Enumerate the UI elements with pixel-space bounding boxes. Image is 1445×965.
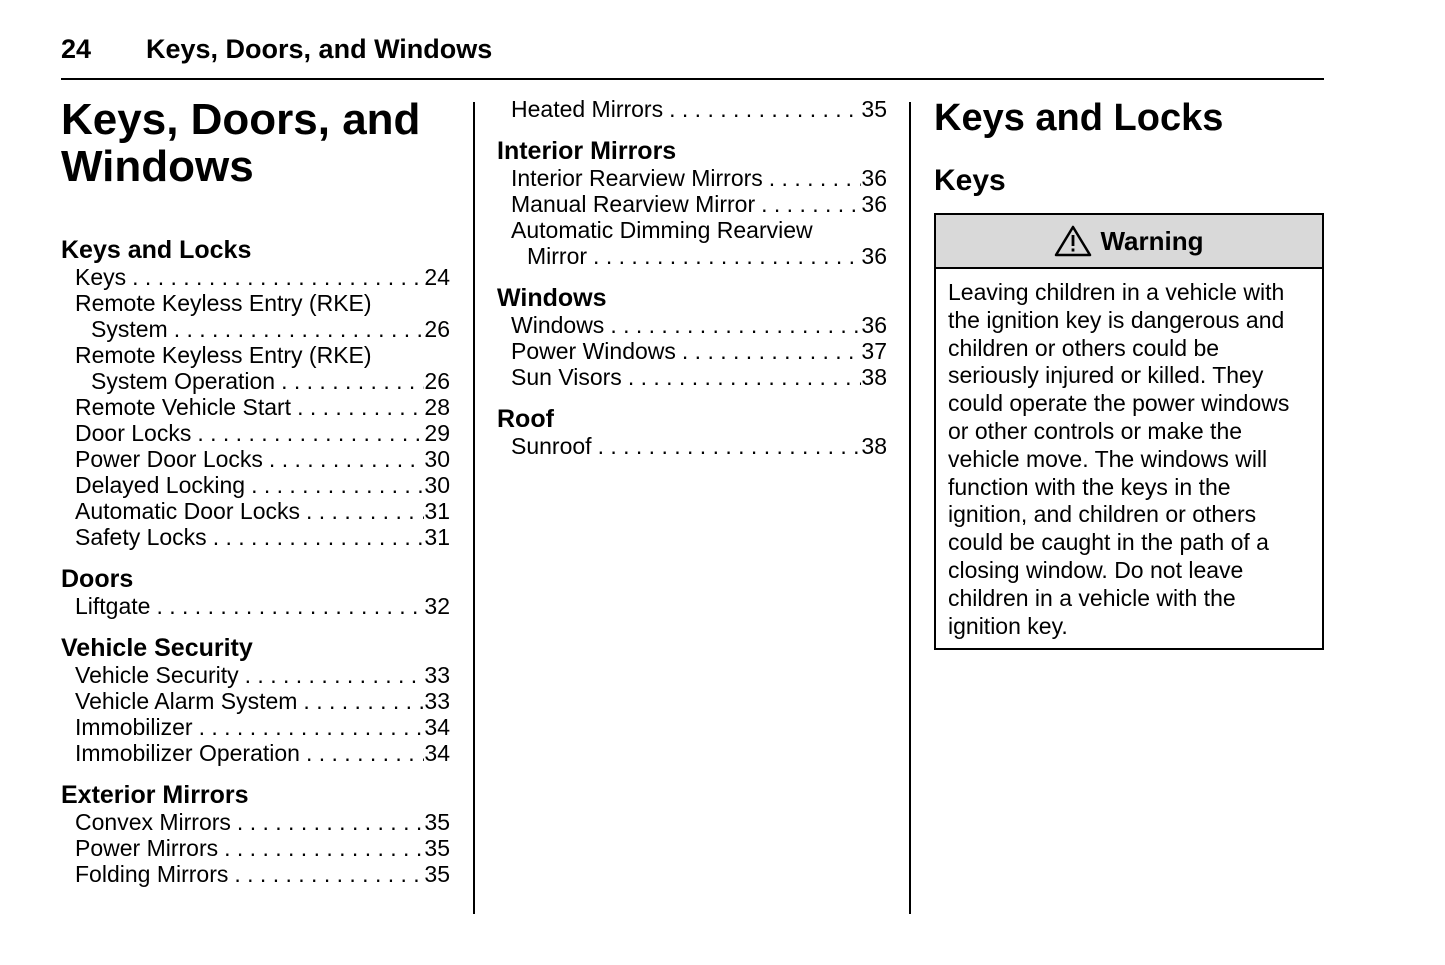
toc-entry-delayed-locking[interactable]: Delayed Locking . . . 30 <box>61 472 450 498</box>
toc-page-number: 35 <box>424 835 450 861</box>
toc-page-number: 37 <box>861 338 887 364</box>
toc-page-number: 33 <box>424 688 450 714</box>
toc-entry-windows[interactable]: Windows . . . 36 <box>497 312 887 338</box>
toc-entry-safety-locks[interactable]: Safety Locks . . . 31 <box>61 524 450 550</box>
warning-title: Warning <box>1100 225 1204 256</box>
toc-page-number: 26 <box>424 316 450 342</box>
toc-page-number: 35 <box>424 809 450 835</box>
section-title: Keys and Locks <box>934 97 1224 139</box>
toc-page-number: 36 <box>861 165 887 191</box>
toc-page-number: 34 <box>424 740 450 766</box>
toc-section-heading: Vehicle Security <box>61 634 253 662</box>
toc-entry-rke-system[interactable]: Remote Keyless Entry (RKE) System . . . 26 <box>61 290 450 342</box>
warning-header <box>936 215 1322 269</box>
chapter-title: Keys, Doors, and Windows <box>61 95 421 191</box>
toc-page-number: 30 <box>424 446 450 472</box>
toc-page-number: 35 <box>424 861 450 887</box>
toc-page-number: 30 <box>424 472 450 498</box>
toc-page-number: 26 <box>424 368 450 394</box>
toc-page-number: 36 <box>861 312 887 338</box>
toc-entry-alarm-system[interactable]: Vehicle Alarm System . . . 33 <box>61 688 450 714</box>
toc-entry-immobilizer[interactable]: Immobilizer . . . 34 <box>61 714 450 740</box>
subsection-title: Keys <box>934 164 1006 197</box>
column-divider <box>909 102 911 914</box>
toc-page-number: 31 <box>424 498 450 524</box>
toc-entry-auto-dimming[interactable]: Automatic Dimming Rearview Mirror . . . 36 <box>497 217 887 269</box>
toc-page-number: 33 <box>424 662 450 688</box>
warning-triangle-icon <box>1054 225 1092 257</box>
toc-entry-sun-visors[interactable]: Sun Visors . . . 38 <box>497 364 887 390</box>
toc-entry-sunroof[interactable]: Sunroof . . . 38 <box>497 433 887 459</box>
toc-section-heading: Interior Mirrors <box>497 137 677 165</box>
toc-page-number: 29 <box>424 420 450 446</box>
toc-entry-power-mirrors[interactable]: Power Mirrors . . . 35 <box>61 835 450 861</box>
running-title: Keys, Doors, and Windows <box>146 34 493 64</box>
warning-text: Leaving children in a vehicle with the ignition key is dangerous and children or others could be seriously injured or killed. They could operate the power windows or other controls or make the vehicle move. The windows will function with the keys in the ignition, and children or others could be caught in the path of a closing window. Do not leave children in a vehicle with the ignition key. <box>948 279 1290 639</box>
toc-entry-manual-rearview[interactable]: Manual Rearview Mirror . . . 36 <box>497 191 887 217</box>
toc-entry-rke-operation[interactable]: Remote Keyless Entry (RKE) System Operation . . . 26 <box>61 342 450 394</box>
toc-section-heading: Exterior Mirrors <box>61 781 249 809</box>
toc-page-number: 36 <box>861 243 887 269</box>
toc-page-number: 36 <box>861 191 887 217</box>
article-column <box>934 96 1324 650</box>
toc-page-number: 35 <box>861 96 887 122</box>
warning-box <box>934 213 1324 650</box>
toc-page-number: 38 <box>861 433 887 459</box>
toc-entry-power-windows[interactable]: Power Windows . . . 37 <box>497 338 887 364</box>
toc-entry-remote-start[interactable]: Remote Vehicle Start . . . 28 <box>61 394 450 420</box>
toc-section-heading: Windows <box>497 284 607 312</box>
toc-entry-vehicle-security[interactable]: Vehicle Security . . . 33 <box>61 662 450 688</box>
toc-entry-interior-rearview[interactable]: Interior Rearview Mirrors . . . 36 <box>497 165 887 191</box>
column-divider <box>473 102 475 914</box>
toc-entry-folding-mirrors[interactable]: Folding Mirrors . . . 35 <box>61 861 450 887</box>
toc-entry-power-door-locks[interactable]: Power Door Locks . . . 30 <box>61 446 450 472</box>
page-number: 24 <box>61 34 92 64</box>
toc-entry-immobilizer-operation[interactable]: Immobilizer Operation . . . 34 <box>61 740 450 766</box>
toc-entry-heated-mirrors[interactable]: Heated Mirrors . . . 35 <box>497 96 887 122</box>
toc-entry-convex-mirrors[interactable]: Convex Mirrors . . . 35 <box>61 809 450 835</box>
toc-entry-automatic-door-locks[interactable]: Automatic Door Locks . . . 31 <box>61 498 450 524</box>
toc-section-heading: Keys and Locks <box>61 236 252 264</box>
toc-section-heading: Doors <box>61 565 134 593</box>
toc-page-number: 24 <box>424 264 450 290</box>
toc-entry-liftgate[interactable]: Liftgate . . . 32 <box>61 593 450 619</box>
toc-section-heading: Roof <box>497 405 554 433</box>
toc-entry-keys[interactable]: Keys . . . 24 <box>61 264 450 290</box>
toc-page-number: 38 <box>861 364 887 390</box>
toc-page-number: 31 <box>424 524 450 550</box>
toc-page-number: 28 <box>424 394 450 420</box>
toc-column-1 <box>61 96 450 887</box>
toc-column-2 <box>497 96 887 459</box>
page-header <box>61 34 1324 80</box>
toc-page-number: 34 <box>424 714 450 740</box>
toc-page-number: 32 <box>424 593 450 619</box>
toc-entry-door-locks[interactable]: Door Locks . . . 29 <box>61 420 450 446</box>
